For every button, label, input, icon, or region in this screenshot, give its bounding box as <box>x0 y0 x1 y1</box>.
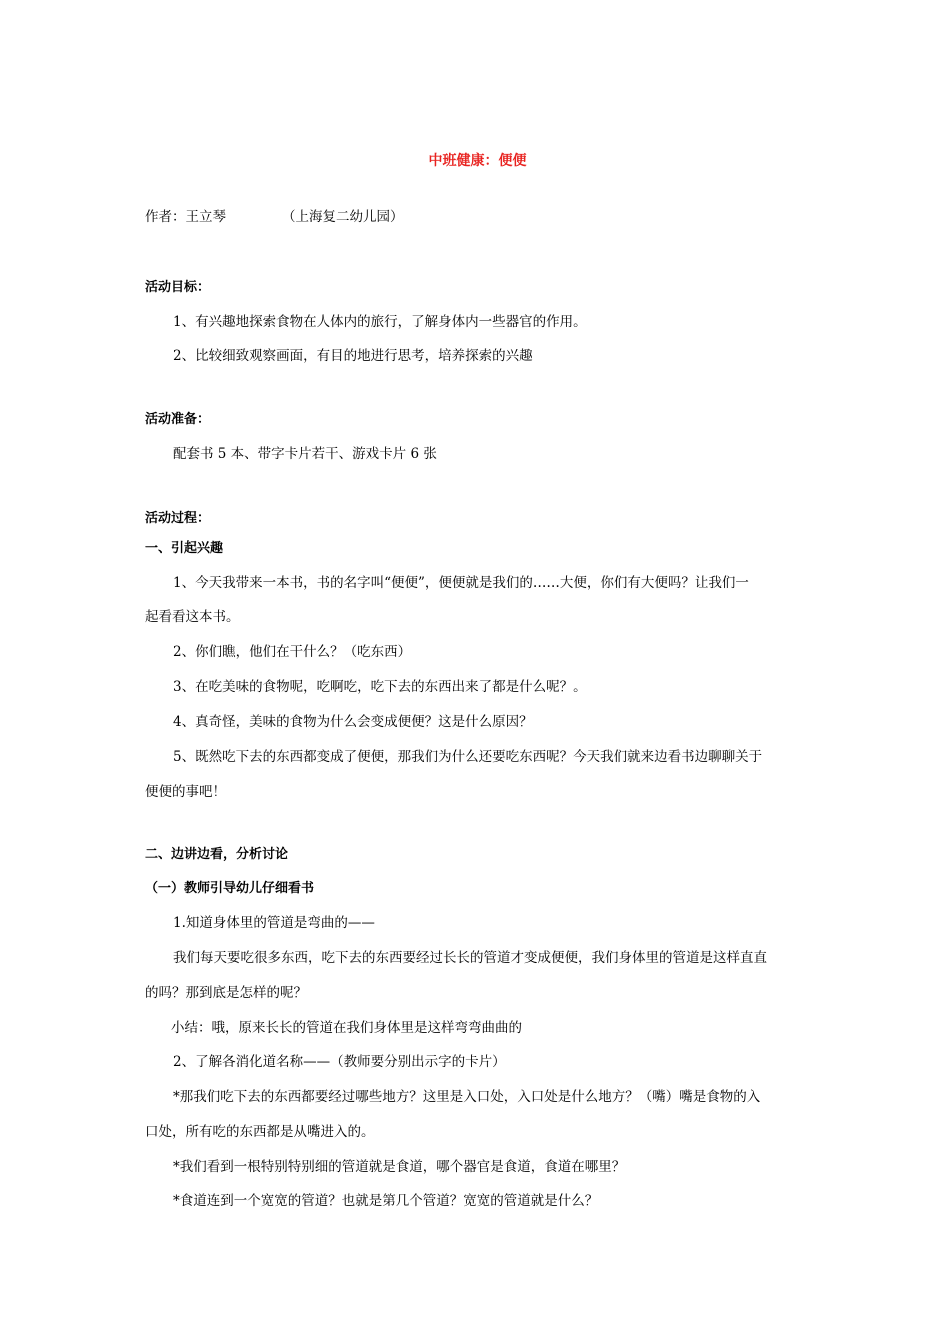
s2-question-1-line-1: *那我们吃下去的东西都要经过哪些地方？这里是入口处，入口处是什么地方？（嘴）嘴是食物的入 <box>173 1089 761 1105</box>
s2-item-1: 1.知道身体里的管道是弯曲的—— <box>173 915 375 931</box>
goals-heading: 活动目标： <box>145 280 211 295</box>
goal-item-1: 1、有兴趣地探索食物在人体内的旅行，了解身体内一些器官的作用。 <box>173 314 587 330</box>
s2-item-2: 2、了解各消化道名称——（教师要分别出示字的卡片） <box>173 1054 506 1070</box>
author-line <box>145 205 404 225</box>
s1-item-1-line-1: 1、今天我带来一本书，书的名字叫“便便”，便便就是我们的……大便，你们有大便吗？让我们一 <box>173 575 749 591</box>
s1-item-5-line-1: 5、既然吃下去的东西都变成了便便，那我们为什么还要吃东西呢？今天我们就来边看书边聊聊关于 <box>173 749 763 765</box>
author-organization: （上海复二幼儿园） <box>282 209 404 225</box>
prep-heading: 活动准备： <box>145 412 211 427</box>
document-title: 中班健康：便便 <box>428 153 527 169</box>
section-2-heading: 二、边讲边看，分析讨论 <box>145 847 289 862</box>
s2-paragraph-1-line-2: 的吗？那到底是怎样的呢？ <box>145 985 307 1001</box>
s1-item-5-line-2: 便便的事吧！ <box>145 784 226 800</box>
s1-item-4: 4、真奇怪，美味的食物为什么会变成便便？这是什么原因？ <box>173 714 533 730</box>
s2-summary: 小结：哦，原来长长的管道在我们身体里是这样弯弯曲曲的 <box>171 1020 522 1036</box>
s1-item-3: 3、在吃美味的食物呢，吃啊吃，吃下去的东西出来了都是什么呢？。 <box>173 679 587 695</box>
s2-question-2: *我们看到一根特别特别细的管道就是食道，哪个器官是食道，食道在哪里？ <box>173 1159 626 1175</box>
process-heading: 活动过程： <box>145 511 211 526</box>
s1-item-2: 2、你们瞧，他们在干什么？（吃东西） <box>173 644 412 660</box>
s2-question-3: *食道连到一个宽宽的管道？也就是第几个管道？宽宽的管道就是什么？ <box>173 1193 599 1209</box>
s2-paragraph-1-line-1: 我们每天要吃很多东西，吃下去的东西要经过长长的管道才变成便便，我们身体里的管道是这样直直 <box>173 950 767 966</box>
section-1-heading: 一、引起兴趣 <box>145 541 224 556</box>
prep-item-1: 配套书 5 本、带字卡片若干、游戏卡片 6 张 <box>173 446 437 462</box>
s2-question-1-line-2: 口处，所有吃的东西都是从嘴进入的。 <box>145 1124 375 1140</box>
author-name: 作者：王立琴 <box>145 209 226 225</box>
s1-item-1-line-2: 起看看这本书。 <box>145 609 240 625</box>
goal-item-2: 2、比较细致观察画面，有目的地进行思考，培养探索的兴趣 <box>173 348 533 364</box>
subsection-1-heading: （一）教师引导幼儿仔细看书 <box>145 881 315 896</box>
